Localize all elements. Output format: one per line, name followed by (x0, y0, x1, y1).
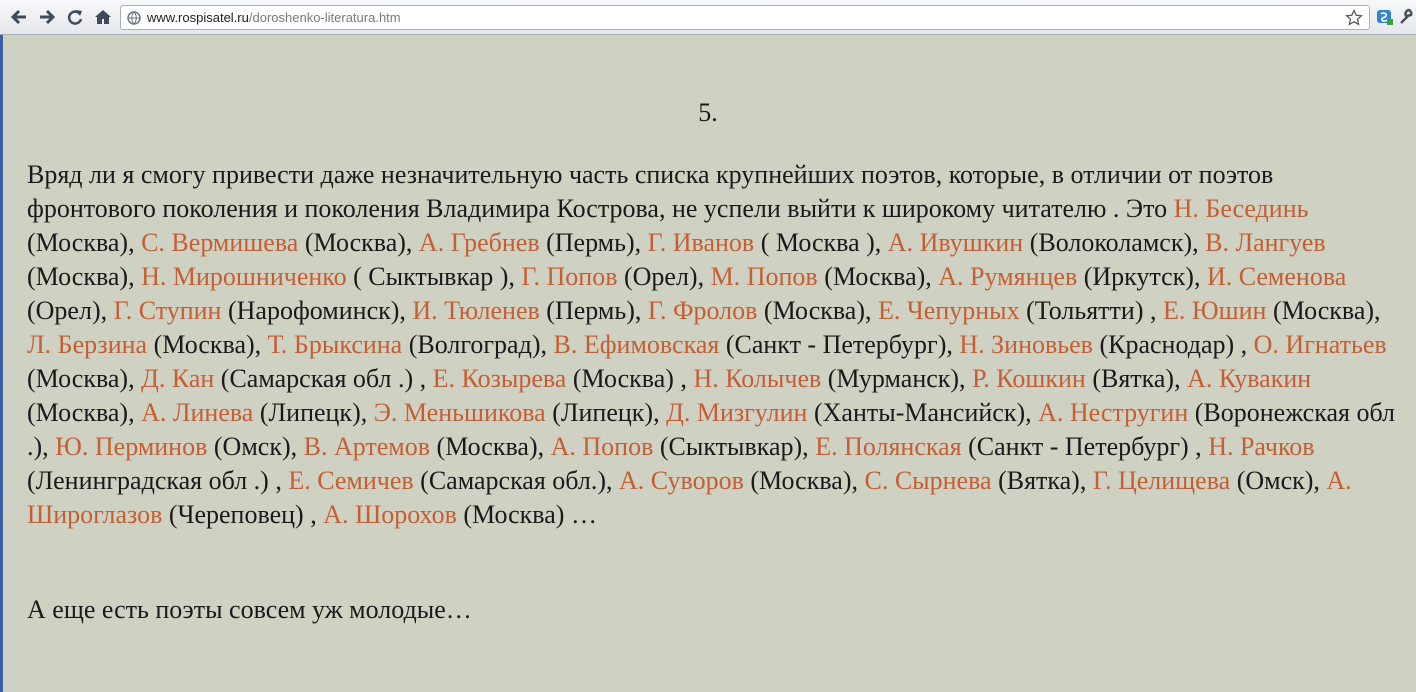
poet-link[interactable]: Д. Мизгулин (666, 398, 808, 427)
poet-link[interactable]: Г. Попов (521, 262, 618, 291)
back-arrow-icon (10, 8, 28, 26)
poet-link[interactable]: Е. Чепурных (878, 296, 1020, 325)
url-text[interactable] (147, 10, 401, 26)
url-path: /doroshenko-literatura.htm (248, 10, 401, 25)
forward-button[interactable] (35, 5, 59, 29)
poet-city: (Орел), (27, 296, 114, 325)
poet-city: (Москва) … (456, 500, 597, 529)
poet-link[interactable]: Р. Кошкин (972, 364, 1086, 393)
poet-city: (Москва), (817, 262, 939, 291)
poet-link[interactable]: А. Ивушкин (887, 228, 1024, 257)
wrench-menu-icon[interactable] (1398, 8, 1414, 26)
poet-link[interactable]: А. Суворов (619, 466, 744, 495)
poet-city: (Санкт - Петербург) , (961, 432, 1209, 461)
poet-link[interactable]: Н. Зиновьев (959, 330, 1093, 359)
poet-city: (Омск), (1230, 466, 1327, 495)
poet-city: (Мурманск), (821, 364, 973, 393)
poet-link[interactable]: Г. Иванов (647, 228, 755, 257)
browser-toolbar (0, 0, 1416, 35)
poet-link[interactable]: Д. Кан (141, 364, 215, 393)
reload-button[interactable] (63, 5, 87, 29)
poet-link[interactable]: А. Шорохов (323, 500, 457, 529)
poet-city: (Липецк), (545, 398, 667, 427)
poet-link[interactable]: Э. Меньшикова (373, 398, 546, 427)
poet-city: (Самарская обл.), (413, 466, 620, 495)
poet-city: (Москва), (743, 466, 865, 495)
poet-city: (Пермь), (539, 228, 648, 257)
poet-city: (Москва), (1266, 296, 1381, 325)
poet-link[interactable]: А. Кувакин (1187, 364, 1312, 393)
poet-link[interactable]: И. Семенова (1206, 262, 1347, 291)
poet-link[interactable]: Г. Ступин (113, 296, 222, 325)
poet-city: (Липецк), (253, 398, 374, 427)
poet-city: (Москва), (298, 228, 419, 257)
poet-city: (Москва) , (566, 364, 694, 393)
bookmark-star-icon[interactable] (1345, 9, 1363, 27)
poet-city: ( Сыктывкар ), (346, 262, 522, 291)
reload-icon (66, 8, 84, 26)
home-icon (94, 8, 112, 26)
poet-city: (Ханты-Мансийск), (807, 398, 1039, 427)
poet-link[interactable]: Е. Юшин (1162, 296, 1267, 325)
poet-link[interactable]: В. Артемов (303, 432, 431, 461)
poet-link[interactable]: Е. Козырева (432, 364, 567, 393)
poet-city: (Москва), (27, 398, 142, 427)
url-host: www.rospisatel.ru (147, 10, 249, 25)
poet-link[interactable]: А. Широглазов (27, 466, 1352, 529)
poet-city: (Волгоград), (402, 330, 554, 359)
poet-link[interactable]: В. Лангуев (1205, 228, 1326, 257)
poet-city: (Тольятти) , (1019, 296, 1163, 325)
poet-link[interactable]: Н. Колычев (693, 364, 822, 393)
poet-link[interactable]: А. Попов (550, 432, 654, 461)
poets-paragraph (27, 158, 1397, 532)
poet-city: (Ленинградская обл .) , (27, 466, 289, 495)
poet-city: (Омск), (207, 432, 304, 461)
poet-city: (Волоколамск), (1023, 228, 1206, 257)
poet-link[interactable]: А. Нестругин (1038, 398, 1189, 427)
poet-link[interactable]: С. Сырнева (864, 466, 992, 495)
poet-link[interactable]: Т. Брыксина (267, 330, 403, 359)
poet-city: (Воронежская обл .), (27, 398, 1396, 461)
poet-link[interactable]: Е. Семичев (288, 466, 414, 495)
poet-link[interactable]: Н. Рачков (1208, 432, 1315, 461)
poet-link[interactable]: Е. Полянская (815, 432, 962, 461)
poet-link[interactable]: Л. Берзина (27, 330, 148, 359)
back-button[interactable] (7, 5, 31, 29)
poet-link[interactable]: А. Линева (141, 398, 254, 427)
intro-text: Вряд ли я смогу привести даже незначительную часть списка крупнейших поэтов, которые, в отличии от поэтов фронтового поколения и поколения Владимира Кострова, не успели выйти к широкому читателю . Это (27, 160, 1274, 223)
poet-link[interactable]: Н. Мирошниченко (141, 262, 347, 291)
poet-city: (Москва), (27, 262, 142, 291)
forward-arrow-icon (38, 8, 56, 26)
extension-icon[interactable] (1376, 8, 1394, 26)
address-bar[interactable] (120, 5, 1370, 30)
poet-city: (Орел), (617, 262, 711, 291)
poet-city: (Пермь), (539, 296, 648, 325)
poet-link[interactable]: Г. Фролов (647, 296, 758, 325)
poet-city: (Вятка), (1085, 364, 1188, 393)
poet-city: (Вятка), (991, 466, 1093, 495)
poet-city: (Москва), (27, 228, 142, 257)
poet-city: ( Москва ), (754, 228, 888, 257)
poet-link[interactable]: В. Ефимовская (553, 330, 720, 359)
poet-city: (Москва), (147, 330, 268, 359)
poet-city: (Нарофоминск), (221, 296, 413, 325)
poet-link[interactable]: О. Игнатьев (1253, 330, 1387, 359)
poet-city: (Москва), (27, 364, 142, 393)
poet-link[interactable]: Н. Бесединь (1173, 194, 1309, 223)
poet-city: (Санкт - Петербург), (719, 330, 960, 359)
poet-link[interactable]: Ю. Перминов (55, 432, 208, 461)
poet-city: (Череповец) , (162, 500, 324, 529)
poet-city: (Иркутск), (1077, 262, 1207, 291)
poet-link[interactable]: И. Тюленев (412, 296, 540, 325)
poet-city: (Сыктывкар), (653, 432, 816, 461)
closing-paragraph: А еще есть поэты совсем уж молодые… (27, 595, 472, 624)
poet-link[interactable]: А. Румянцев (938, 262, 1078, 291)
page-info-icon[interactable] (126, 10, 142, 26)
poet-city: (Москва), (430, 432, 551, 461)
poet-city: (Москва), (757, 296, 879, 325)
poet-link[interactable]: Г. Целищева (1092, 466, 1231, 495)
poet-city: (Самарская обл .) , (214, 364, 433, 393)
section-number: 5. (698, 98, 718, 127)
window-frame-edge (0, 35, 3, 692)
poet-list (27, 194, 1395, 529)
poet-link[interactable]: С. Вермишева (141, 228, 299, 257)
poet-link[interactable]: М. Попов (710, 262, 818, 291)
poet-link[interactable]: А. Гребнев (418, 228, 540, 257)
home-button[interactable] (91, 5, 115, 29)
poet-city: (Краснодар) , (1092, 330, 1254, 359)
